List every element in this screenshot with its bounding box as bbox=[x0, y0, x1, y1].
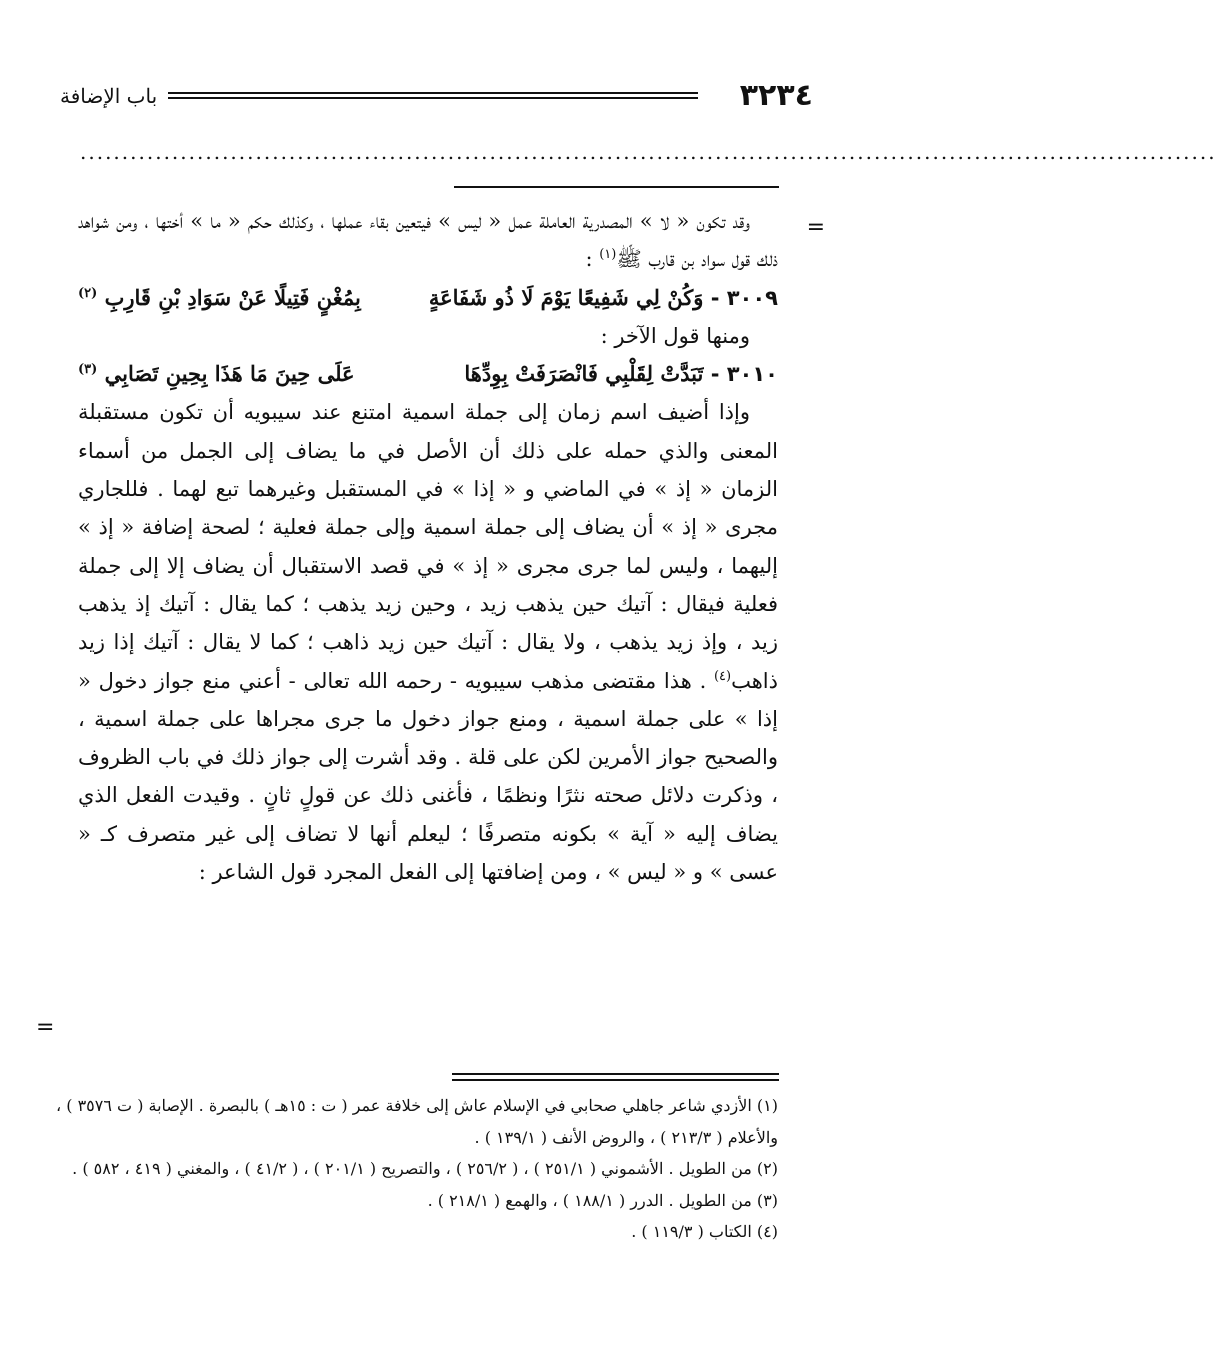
verse-3010-hemistich-1-text: تَبَدَّتْ لِقَلْبِي فَانْصَرَفَتْ بِوِدِّهَا bbox=[464, 361, 704, 387]
footnote-ref-3: (٣) bbox=[78, 362, 98, 378]
verse-3010 bbox=[78, 355, 778, 393]
main-text bbox=[78, 202, 778, 891]
paragraph-2-part-b: . هذا مقتضى مذهب سيبويه - رحمه الله تعالى - أعني منع جواز دخول « إذا » على جملة اسمية ، ومنع جواز دخول ما جرى مجراها على جملة اسمية ، والصحيح جواز الأمرين لكن على قلة . وقد أشرت إلى جواز ذلك في باب الظروف ، وذكرت دلائل صحته نثرًا ونظمًا ، فأغنى ذلك عن قولٍ ثانٍ . وقيدت الفعل الذي يضاف إليه « آية » بكونه متصرفًا ؛ ليعلم أنها لا تضاف إلى غير متصرف كـ « عسى » و « ليس » ، ومن إضافتها إلى الفعل المجرد قول الشاعر : bbox=[78, 668, 778, 885]
paragraph-1 bbox=[78, 202, 778, 279]
paragraph-2 bbox=[78, 393, 778, 891]
footnote-rule bbox=[452, 1073, 779, 1085]
top-rule bbox=[454, 186, 779, 188]
verse-3009-second-hemistich bbox=[78, 279, 361, 317]
footnote-4: (٤) الكتاب ( ١١٩/٣ ) . bbox=[631, 1222, 778, 1241]
continuation-marker-top: = bbox=[806, 215, 825, 240]
footnote-1: (١) الأزدي شاعر جاهلي صحابي في الإسلام عاش إلى خلافة عمر ( ت : ١٥هـ ) بالبصرة . الإصابة ( ت ٣٥٧٦ ) ، والأعلام ( ٢١٣/٣ ) ، والروض الأنف ( ١٣٩/١ ) . bbox=[56, 1096, 778, 1147]
header-double-rule bbox=[168, 92, 698, 99]
verse-3009-first-hemistich bbox=[429, 279, 778, 317]
footnote-3: (٣) من الطويل . الدرر ( ١٨٨/١ ) ، والهمع ( ٢١٨/١ ) . bbox=[427, 1190, 778, 1210]
verse-3009-hemistich-1-text: وَكُنْ لِي شَفِيعًا يَوْمَ لَا ذُو شَفَاعَةٍ bbox=[428, 284, 704, 310]
verse-3010-number: ٣٠١٠ - bbox=[710, 362, 778, 387]
chapter-title: باب الإضافة bbox=[60, 84, 158, 108]
paragraph-1-line-2-end: : bbox=[585, 247, 600, 272]
footnote-ref-1: (١) bbox=[599, 247, 617, 263]
paragraph-1-line-2: حكم « ما » أختها ، ومن شواهد ذلك قول سواد بن قارب ﷺ bbox=[78, 209, 778, 272]
verse-3010-hemistich-2-text: عَلَى حِينَ مَا هَذَا بِحِينِ تَصَابِي bbox=[104, 361, 355, 387]
verse-3010-first-hemistich bbox=[464, 355, 778, 393]
footnote-ref-4: (٤) bbox=[713, 668, 732, 684]
footnote-2: (٢) من الطويل . الأشموني ( ٢٥١/١ ) ، ( ٢٥٦/٢ ) ، والتصريح ( ٢٠١/١ ) ، ( ٤١/٢ ) ، والمغني ( ٤١٩ ، ٥٨٢ ) . bbox=[72, 1159, 778, 1178]
verse-3010-second-hemistich bbox=[78, 355, 355, 393]
verse-intro: ومنها قول الآخر : bbox=[600, 323, 750, 348]
paragraph-1-line-1: وقد تكون « لا » المصدرية العاملة عمل « ليس » فيتعين بقاء عملها ، وكذلك bbox=[278, 209, 750, 233]
continuation-marker-bottom: = bbox=[36, 1015, 55, 1040]
verse-3009 bbox=[78, 279, 778, 317]
dotted-separator: ........................................................................................................................................ bbox=[80, 140, 1217, 164]
footnote-ref-2: (٢) bbox=[78, 285, 98, 301]
verse-3009-number: ٣٠٠٩ - bbox=[710, 285, 778, 310]
verse-3009-hemistich-2-text: بِمُغْنٍ فَتِيلًا عَنْ سَوَادِ بْنِ قَارِبِ bbox=[104, 284, 361, 310]
page-number: ٣٢٣٤ bbox=[739, 78, 813, 113]
footnotes bbox=[56, 1090, 778, 1248]
paragraph-2-part-a: وإذا أضيف اسم زمان إلى جملة اسمية امتنع عند سيبويه أن تكون مستقبلة المعنى والذي حمله على ذلك أن الأصل في ما يضاف إلى الجمل من أسماء الزمان « إذ » في الماضي و « إذا » في المستقبل وغيرهما تبع لهما . فللجاري مجرى « إذ » أن يضاف إلى جملة اسمية وإلى جملة فعلية ؛ لصحة إضافة « إذ » إليهما ، وليس لما جرى مجرى « إذ » في قصد الاستقبال أن يضاف إلا إلى جملة فعلية فيقال : آتيك حين يذهب زيد ، وحين زيد يذهب ؛ كما يقال : آتيك إذ يذهب زيد ، وإذ زيد يذهب ، ولا يقال : آتيك حين زيد ذاهب ؛ كما لا يقال : آتيك إذا زيد ذاهب bbox=[78, 400, 778, 693]
running-header bbox=[60, 78, 813, 114]
